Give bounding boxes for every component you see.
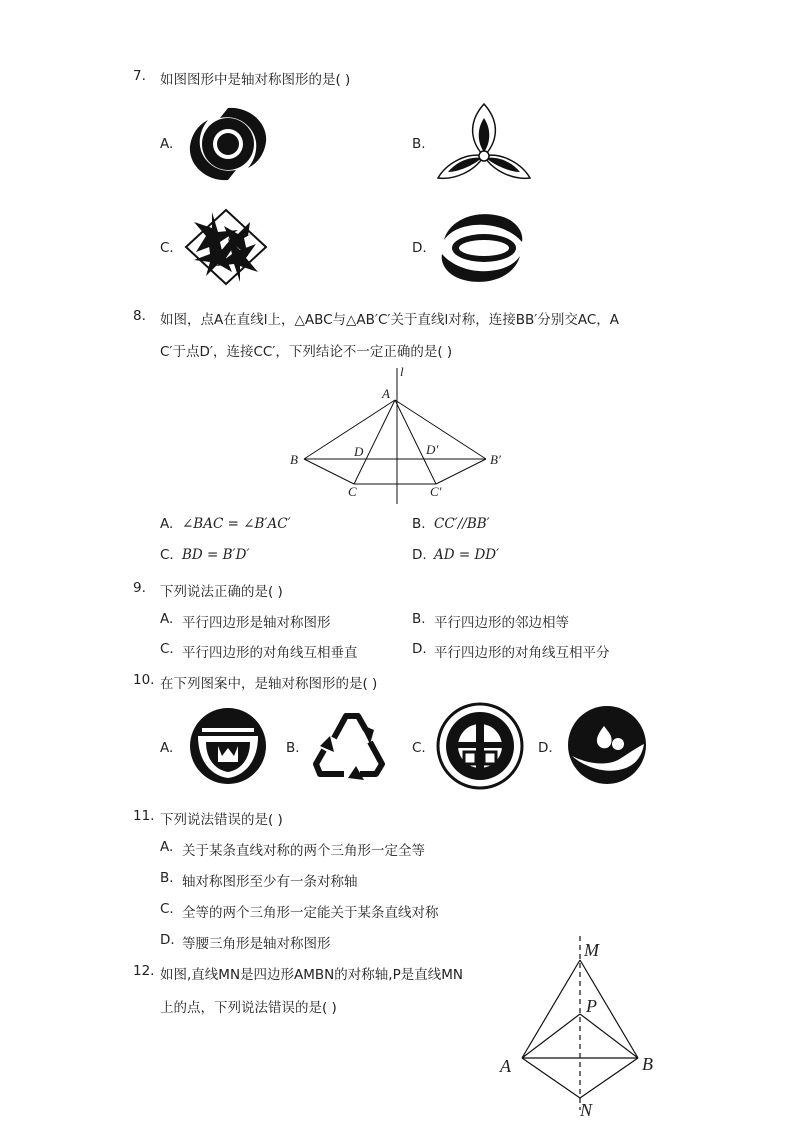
- recycle-logo-icon: [312, 708, 388, 780]
- four-star-rhombus-logo-icon: [184, 208, 268, 286]
- trefoil-leaf-logo-icon: [436, 100, 532, 186]
- label-Bp: B′: [490, 452, 501, 467]
- seal-circle-logo-icon: [436, 702, 524, 790]
- label-Cp: C′: [430, 484, 442, 499]
- eye-ring-logo-icon: [438, 210, 526, 286]
- q9-option-d-label: D.: [412, 641, 427, 657]
- q8-text-line2: C′于点D′，连接CC′，下列结论不一定正确的是( ): [160, 344, 453, 360]
- q7-option-a-label: A.: [160, 136, 174, 152]
- q8-triangle-figure: [280, 364, 510, 506]
- q12-text-line2: 上的点，下列说法错误的是( ): [160, 1000, 337, 1016]
- label-M: M: [584, 940, 599, 960]
- q9-number: 9.: [133, 580, 146, 596]
- label-P: P: [586, 996, 597, 1016]
- q8-number: 8.: [133, 308, 146, 324]
- q8-option-a-label: A.: [160, 516, 174, 532]
- q12-text-line1: 如图,直线MN是四边形AMBN的对称轴,P是直线MN: [160, 967, 463, 983]
- swirl-circle-logo-icon: [186, 104, 270, 184]
- label-Dp: D′: [426, 442, 439, 457]
- q10-option-a-label: A.: [160, 740, 174, 756]
- shield-crown-logo-icon: [188, 706, 268, 786]
- q8-option-a-text: ∠BAC = ∠B′AC′: [182, 516, 291, 532]
- label-B: B: [290, 452, 298, 467]
- label-D: D: [354, 444, 364, 459]
- label-C: C: [348, 484, 357, 499]
- q9-option-b-text: 平行四边形的邻边相等: [434, 615, 569, 631]
- drop-circle-logo-icon: [566, 704, 648, 786]
- q8-option-b-label: B.: [412, 516, 426, 532]
- q10-option-c-label: C.: [412, 740, 426, 756]
- q9-option-c-text: 平行四边形的对角线互相垂直: [182, 645, 358, 661]
- q8-option-b-text: CC′//BB′: [434, 516, 490, 532]
- label-B: B: [642, 1054, 653, 1074]
- label-A: A: [500, 1056, 511, 1076]
- q11-option-a-label: A.: [160, 839, 174, 855]
- q11-option-c-text: 全等的两个三角形一定能关于某条直线对称: [182, 905, 439, 921]
- q12-quadrilateral-figure: [496, 934, 666, 1120]
- q11-number: 11.: [133, 808, 155, 824]
- q7-text: 如图图形中是轴对称图形的是( ): [160, 72, 351, 88]
- q8-option-d-text: AD = DD′: [434, 547, 500, 563]
- q11-option-b-text: 轴对称图形至少有一条对称轴: [182, 874, 358, 890]
- q7-option-c-label: C.: [160, 240, 174, 256]
- q10-option-b-label: B.: [286, 740, 300, 756]
- q9-option-a-text: 平行四边形是轴对称图形: [182, 615, 331, 631]
- q10-number: 10.: [133, 672, 155, 688]
- q10-text: 在下列图案中，是轴对称图形的是( ): [160, 676, 378, 692]
- q7-number: 7.: [133, 68, 146, 84]
- q11-option-a-text: 关于某条直线对称的两个三角形一定全等: [182, 843, 425, 859]
- q11-text: 下列说法错误的是( ): [160, 812, 283, 828]
- q11-option-d-label: D.: [160, 932, 175, 948]
- q9-text: 下列说法正确的是( ): [160, 584, 283, 600]
- q8-option-c-text: BD = B′D′: [182, 547, 250, 563]
- q7-option-b-label: B.: [412, 136, 426, 152]
- q9-option-a-label: A.: [160, 611, 174, 627]
- label-l: l: [400, 364, 404, 379]
- q11-option-b-label: B.: [160, 870, 174, 886]
- q8-option-c-label: C.: [160, 547, 174, 563]
- q11-option-c-label: C.: [160, 901, 174, 917]
- q9-option-c-label: C.: [160, 641, 174, 657]
- q8-option-d-label: D.: [412, 547, 427, 563]
- q9-option-b-label: B.: [412, 611, 426, 627]
- q10-option-d-label: D.: [538, 740, 553, 756]
- label-N: N: [580, 1100, 593, 1120]
- q9-option-d-text: 平行四边形的对角线互相平分: [434, 645, 610, 661]
- q7-option-d-label: D.: [412, 240, 427, 256]
- q12-number: 12.: [133, 963, 155, 979]
- q8-text-line1: 如图，点A在直线l上，△ABC与△AB′C′关于直线l对称，连接BB′分别交AC，A: [160, 312, 619, 328]
- q11-option-d-text: 等腰三角形是轴对称图形: [182, 936, 331, 952]
- label-A: A: [382, 386, 390, 401]
